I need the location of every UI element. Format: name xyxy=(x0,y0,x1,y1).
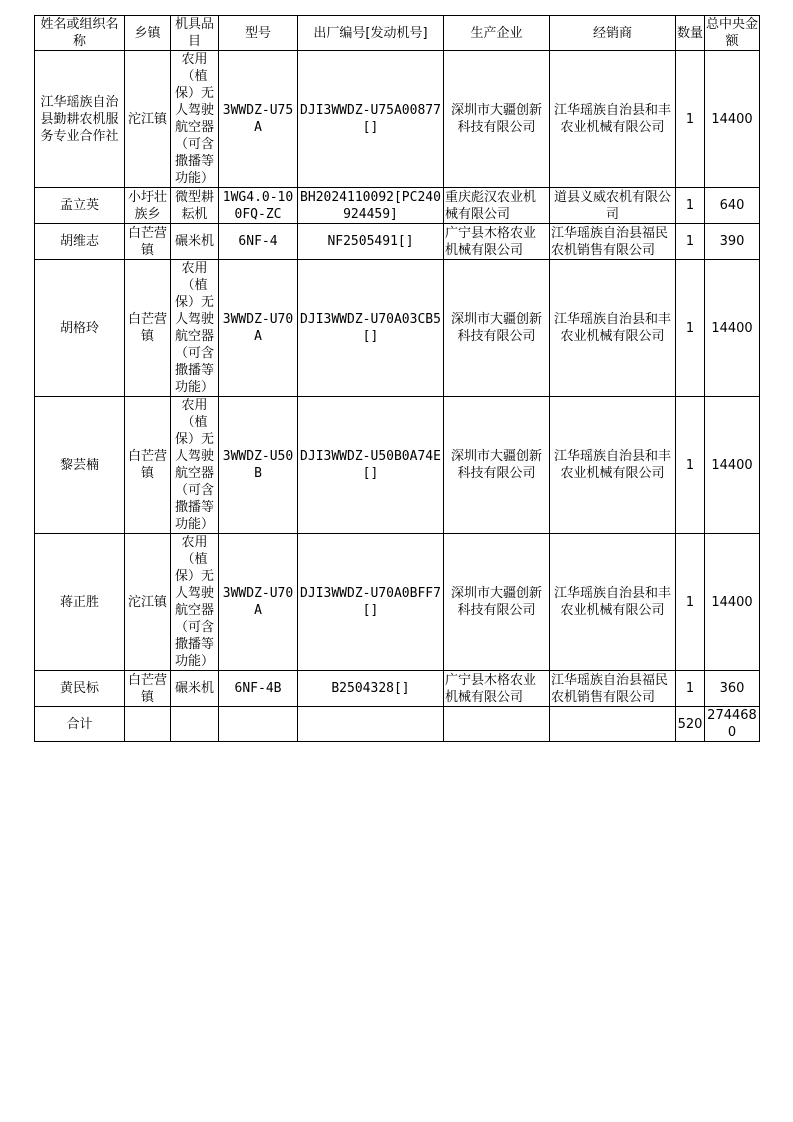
cell-item: 农用（植保）无人驾驶航空器（可含撒播等功能） xyxy=(171,534,219,671)
cell-amount: 14400 xyxy=(705,260,760,397)
cell-item: 农用（植保）无人驾驶航空器（可含撒播等功能） xyxy=(171,51,219,188)
cell-model: 1WG4.0-100FQ-ZC xyxy=(219,188,298,224)
cell-town: 白芒营镇 xyxy=(125,397,171,534)
cell-qty: 1 xyxy=(676,51,705,188)
total-row xyxy=(35,707,760,742)
cell-dealer: 江华瑶族自治县和丰农业机械有限公司 xyxy=(550,534,676,671)
table-row xyxy=(35,51,760,188)
cell-qty: 1 xyxy=(676,397,705,534)
cell-serial: BH2024110092[PC240924459] xyxy=(298,188,444,224)
cell-model: 3WWDZ-U50B xyxy=(219,397,298,534)
header-town: 乡镇 xyxy=(125,16,171,51)
cell-serial: DJI3WWDZ-U70A0BFF7[] xyxy=(298,534,444,671)
cell-town: 小圩壮族乡 xyxy=(125,188,171,224)
empty-cell xyxy=(550,707,676,742)
cell-item: 微型耕耘机 xyxy=(171,188,219,224)
cell-name: 胡格玲 xyxy=(35,260,125,397)
cell-item: 农用（植保）无人驾驶航空器（可含撒播等功能） xyxy=(171,397,219,534)
cell-name: 黎芸楠 xyxy=(35,397,125,534)
empty-cell xyxy=(171,707,219,742)
cell-dealer: 江华瑶族自治县和丰农业机械有限公司 xyxy=(550,397,676,534)
cell-town: 白芒营镇 xyxy=(125,671,171,707)
cell-qty: 1 xyxy=(676,188,705,224)
empty-cell xyxy=(219,707,298,742)
cell-serial: B2504328[] xyxy=(298,671,444,707)
cell-amount: 640 xyxy=(705,188,760,224)
cell-item: 碾米机 xyxy=(171,224,219,260)
cell-serial: NF2505491[] xyxy=(298,224,444,260)
cell-qty: 1 xyxy=(676,224,705,260)
total-amount: 2744680 xyxy=(705,707,760,742)
table-row xyxy=(35,188,760,224)
cell-maker: 深圳市大疆创新科技有限公司 xyxy=(444,397,550,534)
header-maker: 生产企业 xyxy=(444,16,550,51)
cell-item: 碾米机 xyxy=(171,671,219,707)
total-label: 合计 xyxy=(35,707,125,742)
cell-dealer: 江华瑶族自治县福民农机销售有限公司 xyxy=(550,671,676,707)
table-row xyxy=(35,671,760,707)
cell-maker: 广宁县木格农业机械有限公司 xyxy=(444,671,550,707)
cell-serial: DJI3WWDZ-U70A03CB5[] xyxy=(298,260,444,397)
cell-qty: 1 xyxy=(676,534,705,671)
cell-amount: 14400 xyxy=(705,51,760,188)
cell-model: 3WWDZ-U70A xyxy=(219,260,298,397)
header-dealer: 经销商 xyxy=(550,16,676,51)
cell-name: 胡维志 xyxy=(35,224,125,260)
cell-maker: 深圳市大疆创新科技有限公司 xyxy=(444,534,550,671)
cell-maker: 深圳市大疆创新科技有限公司 xyxy=(444,51,550,188)
cell-dealer: 江华瑶族自治县和丰农业机械有限公司 xyxy=(550,260,676,397)
table-row xyxy=(35,260,760,397)
cell-town: 沱江镇 xyxy=(125,51,171,188)
cell-town: 白芒营镇 xyxy=(125,260,171,397)
empty-cell xyxy=(125,707,171,742)
cell-amount: 360 xyxy=(705,671,760,707)
table-row xyxy=(35,397,760,534)
subsidy-table xyxy=(34,15,760,742)
cell-model: 3WWDZ-U75A xyxy=(219,51,298,188)
empty-cell xyxy=(444,707,550,742)
header-serial: 出厂编号[发动机号] xyxy=(298,16,444,51)
cell-town: 白芒营镇 xyxy=(125,224,171,260)
cell-model: 6NF-4 xyxy=(219,224,298,260)
cell-maker: 重庆彪汉农业机械有限公司 xyxy=(444,188,550,224)
total-qty: 520 xyxy=(676,707,705,742)
cell-name: 孟立英 xyxy=(35,188,125,224)
header-row xyxy=(35,16,760,51)
empty-cell xyxy=(298,707,444,742)
cell-dealer: 江华瑶族自治县福民农机销售有限公司 xyxy=(550,224,676,260)
table-row xyxy=(35,534,760,671)
cell-qty: 1 xyxy=(676,260,705,397)
cell-item: 农用（植保）无人驾驶航空器（可含撒播等功能） xyxy=(171,260,219,397)
cell-name: 蒋正胜 xyxy=(35,534,125,671)
header-amount: 总中央金额 xyxy=(706,17,759,49)
cell-amount: 14400 xyxy=(705,534,760,671)
cell-maker: 深圳市大疆创新科技有限公司 xyxy=(444,260,550,397)
header-name: 姓名或组织名称 xyxy=(35,16,125,51)
cell-amount: 14400 xyxy=(705,397,760,534)
cell-qty: 1 xyxy=(676,671,705,707)
header-item: 机具品目 xyxy=(171,16,219,51)
cell-model: 3WWDZ-U70A xyxy=(219,534,298,671)
cell-model: 6NF-4B xyxy=(219,671,298,707)
cell-name: 江华瑶族自治县勤耕农机服务专业合作社 xyxy=(35,51,125,188)
table-row xyxy=(35,224,760,260)
cell-serial: DJI3WWDZ-U50B0A74E[] xyxy=(298,397,444,534)
cell-maker: 广宁县木格农业机械有限公司 xyxy=(444,224,550,260)
header-model: 型号 xyxy=(219,16,298,51)
cell-serial: DJI3WWDZ-U75A00877[] xyxy=(298,51,444,188)
cell-dealer: 道县义威农机有限公司 xyxy=(550,188,676,224)
cell-amount: 390 xyxy=(705,224,760,260)
cell-dealer: 江华瑶族自治县和丰农业机械有限公司 xyxy=(550,51,676,188)
cell-name: 黄民标 xyxy=(35,671,125,707)
cell-town: 沱江镇 xyxy=(125,534,171,671)
header-qty: 数量 xyxy=(676,16,705,51)
